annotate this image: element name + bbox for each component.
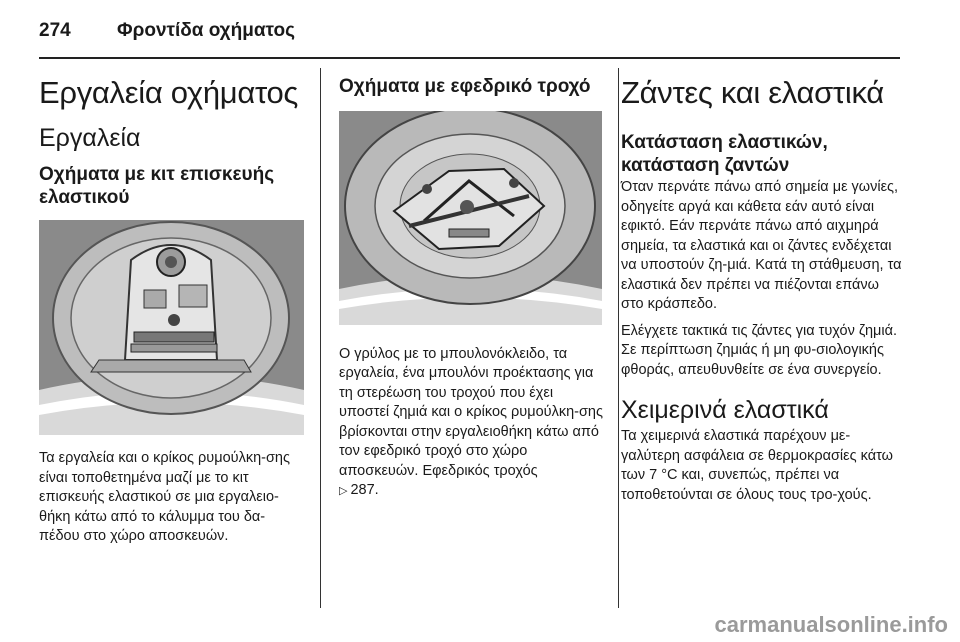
spare-wheel-figure [339, 111, 602, 325]
running-title: Φροντίδα οχήματος [117, 20, 295, 41]
section-title: Ζάντες και ελαστικά [621, 75, 884, 110]
section-subtitle: Χειμερινά ελαστικά [621, 396, 829, 425]
page-number: 274 [39, 20, 71, 41]
header-rule [39, 57, 900, 59]
tool-kit-illustration [39, 220, 304, 435]
paragraph: Τα χειμερινά ελαστικά παρέχουν με-γαλύτερη ασφάλεια σε θερμοκρασίες κάτω των 7 °C και, συνεπώς, πρέπει να τοποθετούνται σε όλους τους τρο-χούς. [621, 428, 893, 503]
tool-kit-figure [39, 220, 304, 435]
subsection-heading: Οχήματα με κιτ επισκευής ελαστικού [39, 163, 275, 209]
column-3 [621, 75, 903, 505]
section-title: Εργαλεία οχήματος [39, 75, 299, 110]
subsection-heading: Οχήματα με εφεδρικό τροχό [339, 76, 591, 97]
spare-wheel-illustration [339, 111, 602, 325]
subsection-heading: Κατάσταση ελαστικών, κατάσταση ζαντών [621, 131, 828, 177]
section-subtitle: Εργαλεία [39, 123, 141, 152]
column-1 [39, 75, 304, 547]
paragraph: Ελέγχετε τακτικά τις ζάντες για τυχόν ζημιά. Σε περίπτωση ζημιάς ή μη φυ-σιολογικής φθοράς, απευθυνθείτε σε ένα συνεργείο. [621, 322, 898, 378]
page-reference[interactable]: 287. [350, 482, 379, 499]
paragraph-text: Ο γρύλος με το μπουλονόκλειδο, τα εργαλεία, ένα μπουλόνι προέκτασης για τη στερέωση του τροχού που έχει υποστεί ζημιά και ο κρίκος ρυμούλκη-σης βρίσκονται στην εργαλειοθήκη κάτω από τον εφεδρικό τροχό στο χώρο αποσκευών. Εφεδρικός τροχός [339, 345, 603, 479]
paragraph [339, 345, 604, 502]
column-divider-2 [618, 68, 619, 608]
arrow-right-icon: ▷ [339, 485, 348, 498]
paragraph: Τα εργαλεία και ο κρίκος ρυμούλκη-σης είναι τοποθετημένα μαζί με το κιτ επισκευής ελαστικού σε μια εργαλειο-θήκη κάτω από το κάλυμμα του δα-πέδου στο χώρο αποσκευών. [39, 450, 290, 545]
column-divider-1 [320, 68, 321, 608]
paragraph: Όταν περνάτε πάνω από σημεία με γωνίες, οδηγείτε αργά και κάθετα εάν αυτό είναι εφικτό. Εάν περνάτε πάνω από αιχμηρά σημεία, τα ελαστικά και οι ζάντες ενδέχεται να υποστούν ζη-μιά. Κατά τη στάθμευση, τα ελαστικά δεν πρέπει να πιέζονται επάνω στο κράσπεδο. [621, 179, 902, 313]
watermark: carmanualsonline.info [714, 612, 948, 637]
page-header [0, 0, 960, 60]
column-2 [339, 75, 604, 502]
